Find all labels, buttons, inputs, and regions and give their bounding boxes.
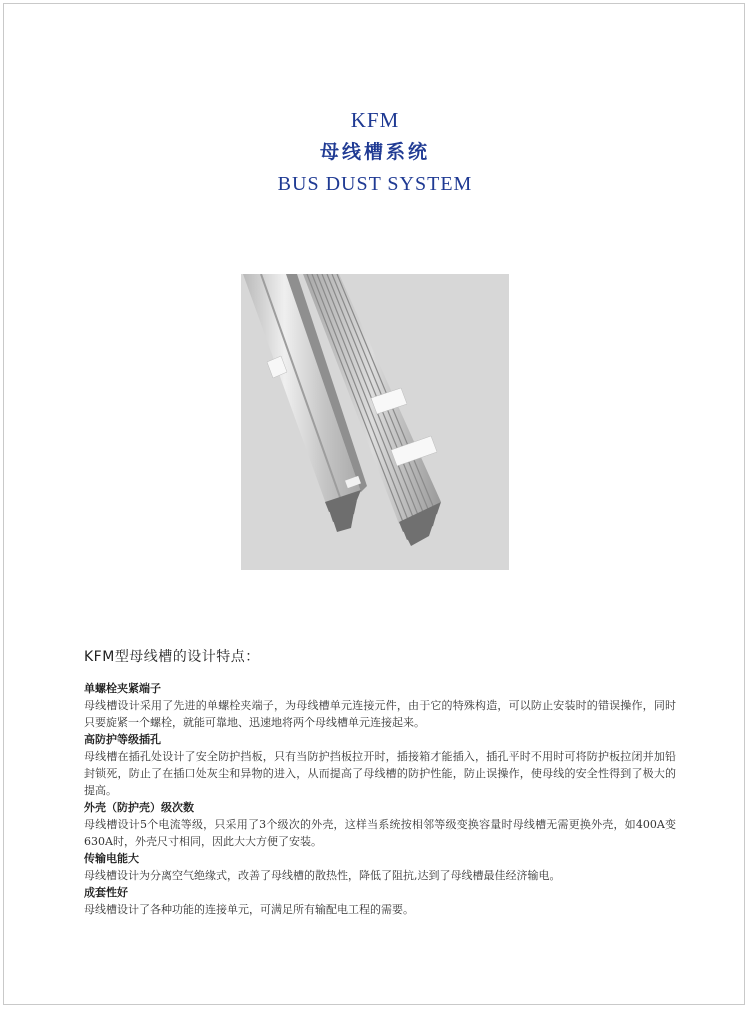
- product-photo: [241, 274, 509, 570]
- feature-title: 传输电能大: [84, 852, 139, 865]
- feature-body: 母线槽设计了各种功能的连接单元，可满足所有输配电工程的需要。: [84, 903, 414, 916]
- feature-title: 成套性好: [84, 886, 128, 899]
- features-heading: KFM型母线槽的设计特点：: [84, 649, 260, 665]
- model-title: KFM: [350, 108, 400, 132]
- feature-body: 母线槽设计5个电流等级，只采用了3个级次的外壳，这样当系统按相邻等级变换容量时母线槽无需更换外壳，如400A变630A时，外壳尺寸相同，因此大大方便了安装。: [84, 818, 676, 848]
- feature-title: 高防护等级插孔: [84, 733, 161, 746]
- feature-body: 母线槽在插孔处设计了安全防护挡板，只有当防护挡板拉开时，插接箱才能插入，插孔平时不用时可将防护板拉闭并加铅封锁死，防止了在插口处灰尘和异物的进入，从而提高了母线槽的防护性能，防止误操作，使母线的安全性得到了极大的提高。: [84, 750, 676, 797]
- title-block: [0, 105, 750, 199]
- feature-title: 单螺栓夹紧端子: [84, 682, 161, 695]
- english-title: BUS DUST SYSTEM: [277, 173, 473, 195]
- feature-body: 母线槽设计为分离空气绝缘式，改善了母线槽的散热性，降低了阻抗,达到了母线槽最佳经济输电。: [84, 869, 561, 882]
- features-list: [84, 680, 676, 918]
- feature-body: 母线槽设计采用了先进的单螺栓夹端子，为母线槽单元连接元件，由于它的特殊构造，可以防止安装时的错误操作，同时只要旋紧一个螺栓，就能可靠地、迅速地将两个母线槽单元连接起来。: [84, 699, 676, 729]
- feature-title: 外壳（防护壳）级次数: [84, 801, 194, 814]
- busway-illustration: [241, 274, 509, 570]
- chinese-title: 母线槽系统: [319, 141, 430, 163]
